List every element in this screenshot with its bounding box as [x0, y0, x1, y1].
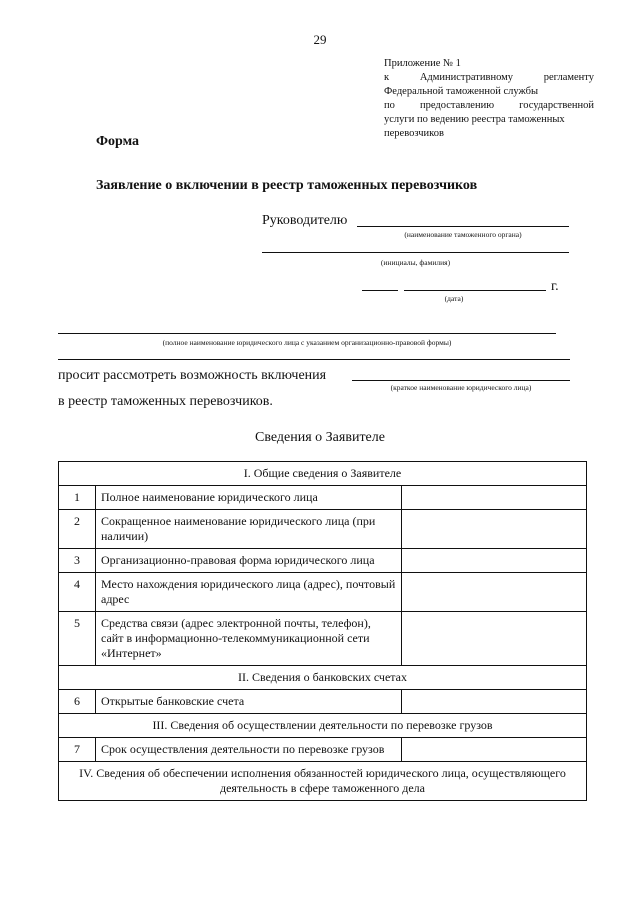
request-text-continuation: в реестр таможенных перевозчиков. [58, 394, 273, 409]
table-row [59, 573, 587, 612]
row-number: 2 [59, 510, 96, 549]
legal-entity-full-name-caption: (полное наименование юридического лица с указанием организационно-правовой формы) [162, 338, 452, 347]
applicant-info-table [58, 461, 587, 801]
table-row [59, 738, 587, 762]
appendix-line: Федеральной таможенной службы [384, 86, 539, 97]
appendix-row [384, 71, 594, 85]
row-label: Полное наименование юридического лица [96, 486, 402, 510]
table-row [59, 612, 587, 666]
appendix-word: к [384, 72, 390, 83]
row-number: 4 [59, 573, 96, 612]
row-label: Сокращенное наименование юридического лица (при наличии) [96, 510, 402, 549]
section-title: I. Общие сведения о Заявителе [59, 462, 587, 486]
customs-body-caption: (наименование таможенного органа) [404, 230, 522, 239]
appendix-line: Приложение № 1 [384, 58, 461, 69]
appendix-row [384, 99, 594, 113]
row-label: Открытые банковские счета [96, 690, 402, 714]
date-caption: (дата) [444, 294, 464, 303]
legal-entity-full-name-field[interactable] [58, 333, 556, 334]
row-label: Средства связи (адрес электронной почты, телефон), сайт в информационно-телекоммуникационной сети «Интернет» [96, 612, 402, 666]
table-section-row [59, 762, 587, 801]
table-section-row [59, 462, 587, 486]
section-title: IV. Сведения об обеспечении исполнения обязанностей юридического лица, осуществляющего деятельность в сфере таможенного дела [59, 762, 587, 801]
legal-entity-short-name-field[interactable] [352, 380, 570, 381]
form-label: Форма [96, 134, 140, 149]
legal-entity-full-name-field-2[interactable] [58, 359, 570, 360]
addressee-label: Руководителю [262, 213, 348, 228]
row-number: 7 [59, 738, 96, 762]
table-row [59, 690, 587, 714]
row-label: Организационно-правовая форма юридического лица [96, 549, 402, 573]
row-value-field[interactable] [402, 486, 587, 510]
appendix-word: Административному [419, 72, 514, 83]
row-value-field[interactable] [402, 690, 587, 714]
customs-body-field[interactable] [357, 226, 569, 227]
appendix-word: государственной [519, 100, 594, 111]
row-label: Место нахождения юридического лица (адрес), почтовый адрес [96, 573, 402, 612]
row-value-field[interactable] [402, 510, 587, 549]
section-title: II. Сведения о банковских счетах [59, 666, 587, 690]
document-title: Заявление о включении в реестр таможенных перевозчиков [96, 178, 478, 193]
appendix-word: предоставлению [419, 100, 495, 111]
row-label: Срок осуществления деятельности по перевозке грузов [96, 738, 402, 762]
legal-entity-short-name-caption: (краткое наименование юридического лица) [390, 383, 532, 392]
table-section-row [59, 666, 587, 690]
appendix-note [384, 57, 594, 141]
initials-surname-field[interactable] [262, 252, 569, 253]
row-number: 6 [59, 690, 96, 714]
table-row [59, 510, 587, 549]
row-value-field[interactable] [402, 612, 587, 666]
appendix-line: услуги по ведению реестра таможенных [384, 114, 565, 125]
table-row [59, 549, 587, 573]
row-value-field[interactable] [402, 738, 587, 762]
row-number: 3 [59, 549, 96, 573]
row-value-field[interactable] [402, 549, 587, 573]
row-number: 1 [59, 486, 96, 510]
section-heading: Сведения о Заявителе [255, 430, 385, 445]
request-text: просит рассмотреть возможность включения [58, 368, 327, 383]
page-number: 29 [313, 32, 327, 47]
initials-surname-caption: (инициалы, фамилия) [380, 258, 451, 267]
row-number: 5 [59, 612, 96, 666]
date-day-field[interactable] [362, 290, 398, 291]
table-section-row [59, 714, 587, 738]
appendix-word: по [384, 100, 395, 111]
section-title: III. Сведения об осуществлении деятельности по перевозке грузов [59, 714, 587, 738]
table-row [59, 486, 587, 510]
appendix-word: регламенту [543, 72, 594, 83]
row-value-field[interactable] [402, 573, 587, 612]
date-month-year-field[interactable] [404, 290, 546, 291]
appendix-line: перевозчиков [384, 128, 444, 139]
year-suffix: г. [551, 279, 559, 294]
